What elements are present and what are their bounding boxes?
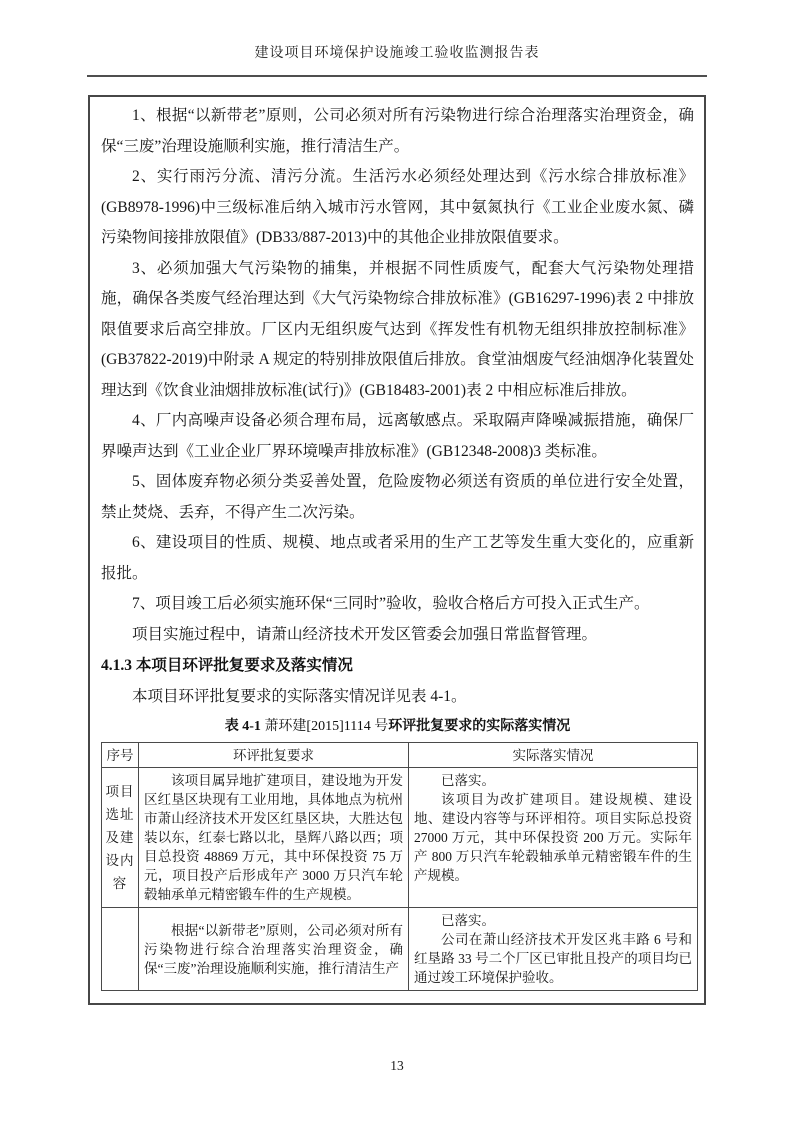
requirement-paragraph-4: 4、厂内高噪声设备必须合理布局，远离敏感点。采取隔声降噪减振措施，确保厂界噪声达到《工业企业厂界环境噪声排放标准》(GB12348-2008)3 类标准。 (101, 412, 694, 460)
table-header-row (102, 743, 698, 768)
requirement-paragraph-1: 1、根据“以新带老”原则，公司必须对所有污染物进行综合治理落实治理资金，确保“三废”治理设施顺利实施，推行清洁生产。 (101, 107, 694, 155)
section-heading-4-1-3: 4.1.3 本项目环评批复要求及落实情况 (101, 657, 353, 674)
row2-requirement-text: 根据“以新带老”原则，公司必须对所有污染物进行综合治理落实治理资金，确保“三废”治理设施顺利实施，推行清洁生产 (139, 908, 409, 991)
requirement-paragraph-6: 6、建设项目的性质、规模、地点或者采用的生产工艺等发生重大变化的，应重新报批。 (101, 534, 694, 582)
row1-implementation-detail: 该项目为改扩建项目。建设规模、建设地、建设内容等与环评相符。项目实际总投资 27000 万元，其中环保投资 200 万元。实际年产 800 万只汽车轮毂轴承单元精密锻车件的生产规模。 (414, 792, 692, 883)
table-row (102, 908, 698, 991)
document-title: 建设项目环境保护设施竣工验收监测报告表 (254, 46, 540, 61)
table-caption-doc-number: 萧环建[2015]1114 号 (260, 719, 389, 734)
row2-seq-label (102, 908, 139, 991)
row2-implementation-status: 已落实。 (441, 913, 495, 928)
row1-seq-label: 项目选址及建设内容 (102, 768, 139, 908)
table-caption-number: 表 4-1 (224, 719, 261, 734)
page-number: 13 (390, 1058, 404, 1073)
table-4-1-caption (101, 713, 694, 741)
row1-implementation-cell (409, 768, 698, 908)
requirement-paragraph-5: 5、固体废弃物必须分类妥善处置，危险废物必须送有资质的单位进行安全处置，禁止焚烧、丢弃，不得产生二次污染。 (101, 473, 694, 521)
row1-implementation-status: 已落实。 (441, 773, 495, 788)
requirement-paragraph-2: 2、实行雨污分流、清污分流。生活污水必须经处理达到《污水综合排放标准》(GB8978-1996)中三级标准后纳入城市污水管网，其中氨氮执行《工业企业废水氮、磷污染物间接排放限值》(DB33/887-2013)中的其他企业排放限值要求。 (101, 168, 694, 246)
column-header-requirement: 环评批复要求 (139, 743, 409, 768)
supervision-note-paragraph: 项目实施过程中，请萧山经济技术开发区管委会加强日常监督管理。 (132, 625, 598, 643)
row2-implementation-detail: 公司在萧山经济技术开发区兆丰路 6 号和红垦路 33 号二个厂区已审批且投产的项目均已通过竣工环境保护验收。 (414, 932, 692, 985)
approval-implementation-table (101, 742, 698, 991)
page-header (87, 44, 707, 64)
column-header-seq: 序号 (102, 743, 139, 768)
section-intro-text: 本项目环评批复要求的实际落实情况详见表 4-1。 (132, 688, 467, 705)
header-divider (87, 75, 707, 77)
table-caption-title: 环评批复要求的实际落实情况 (388, 719, 571, 734)
requirement-paragraph-3: 3、必须加强大气污染物的捕集，并根据不同性质废气，配套大气污染物处理措施，确保各类废气经治理达到《大气污染物综合排放标准》(GB16297-1996)表 2 中排放限值要求后高空排放。厂区内无组织废气达到《挥发性有机物无组织排放控制标准》(GB37822-2019)中附录 A 规定的特别排放限值后排放。食堂油烟废气经油烟净化装置处理达到《饮食业油烟排放标准(试行)》(GB18483-2001)表 2 中相应标准后排放。 (101, 259, 694, 399)
requirement-paragraph-7: 7、项目竣工后必须实施环保“三同时”验收，验收合格后方可投入正式生产。 (132, 595, 650, 612)
column-header-implementation: 实际落实情况 (409, 743, 698, 768)
row1-requirement-text: 该项目属异地扩建项目，建设地为开发区红垦区块现有工业用地，具体地点为杭州市萧山经济技术开发区红垦区块，大胜达包装以东，红泰七路以北，垦辉八路以西；项目总投资 48869 万元，其中环保投资 75 万元，项目投产后形成年产 3000 万只汽车轮毂轴承单元精密锻车件的生产规模。 (139, 768, 409, 908)
report-content-box (88, 95, 706, 1005)
row2-implementation-cell (409, 908, 698, 991)
table-row (102, 768, 698, 908)
